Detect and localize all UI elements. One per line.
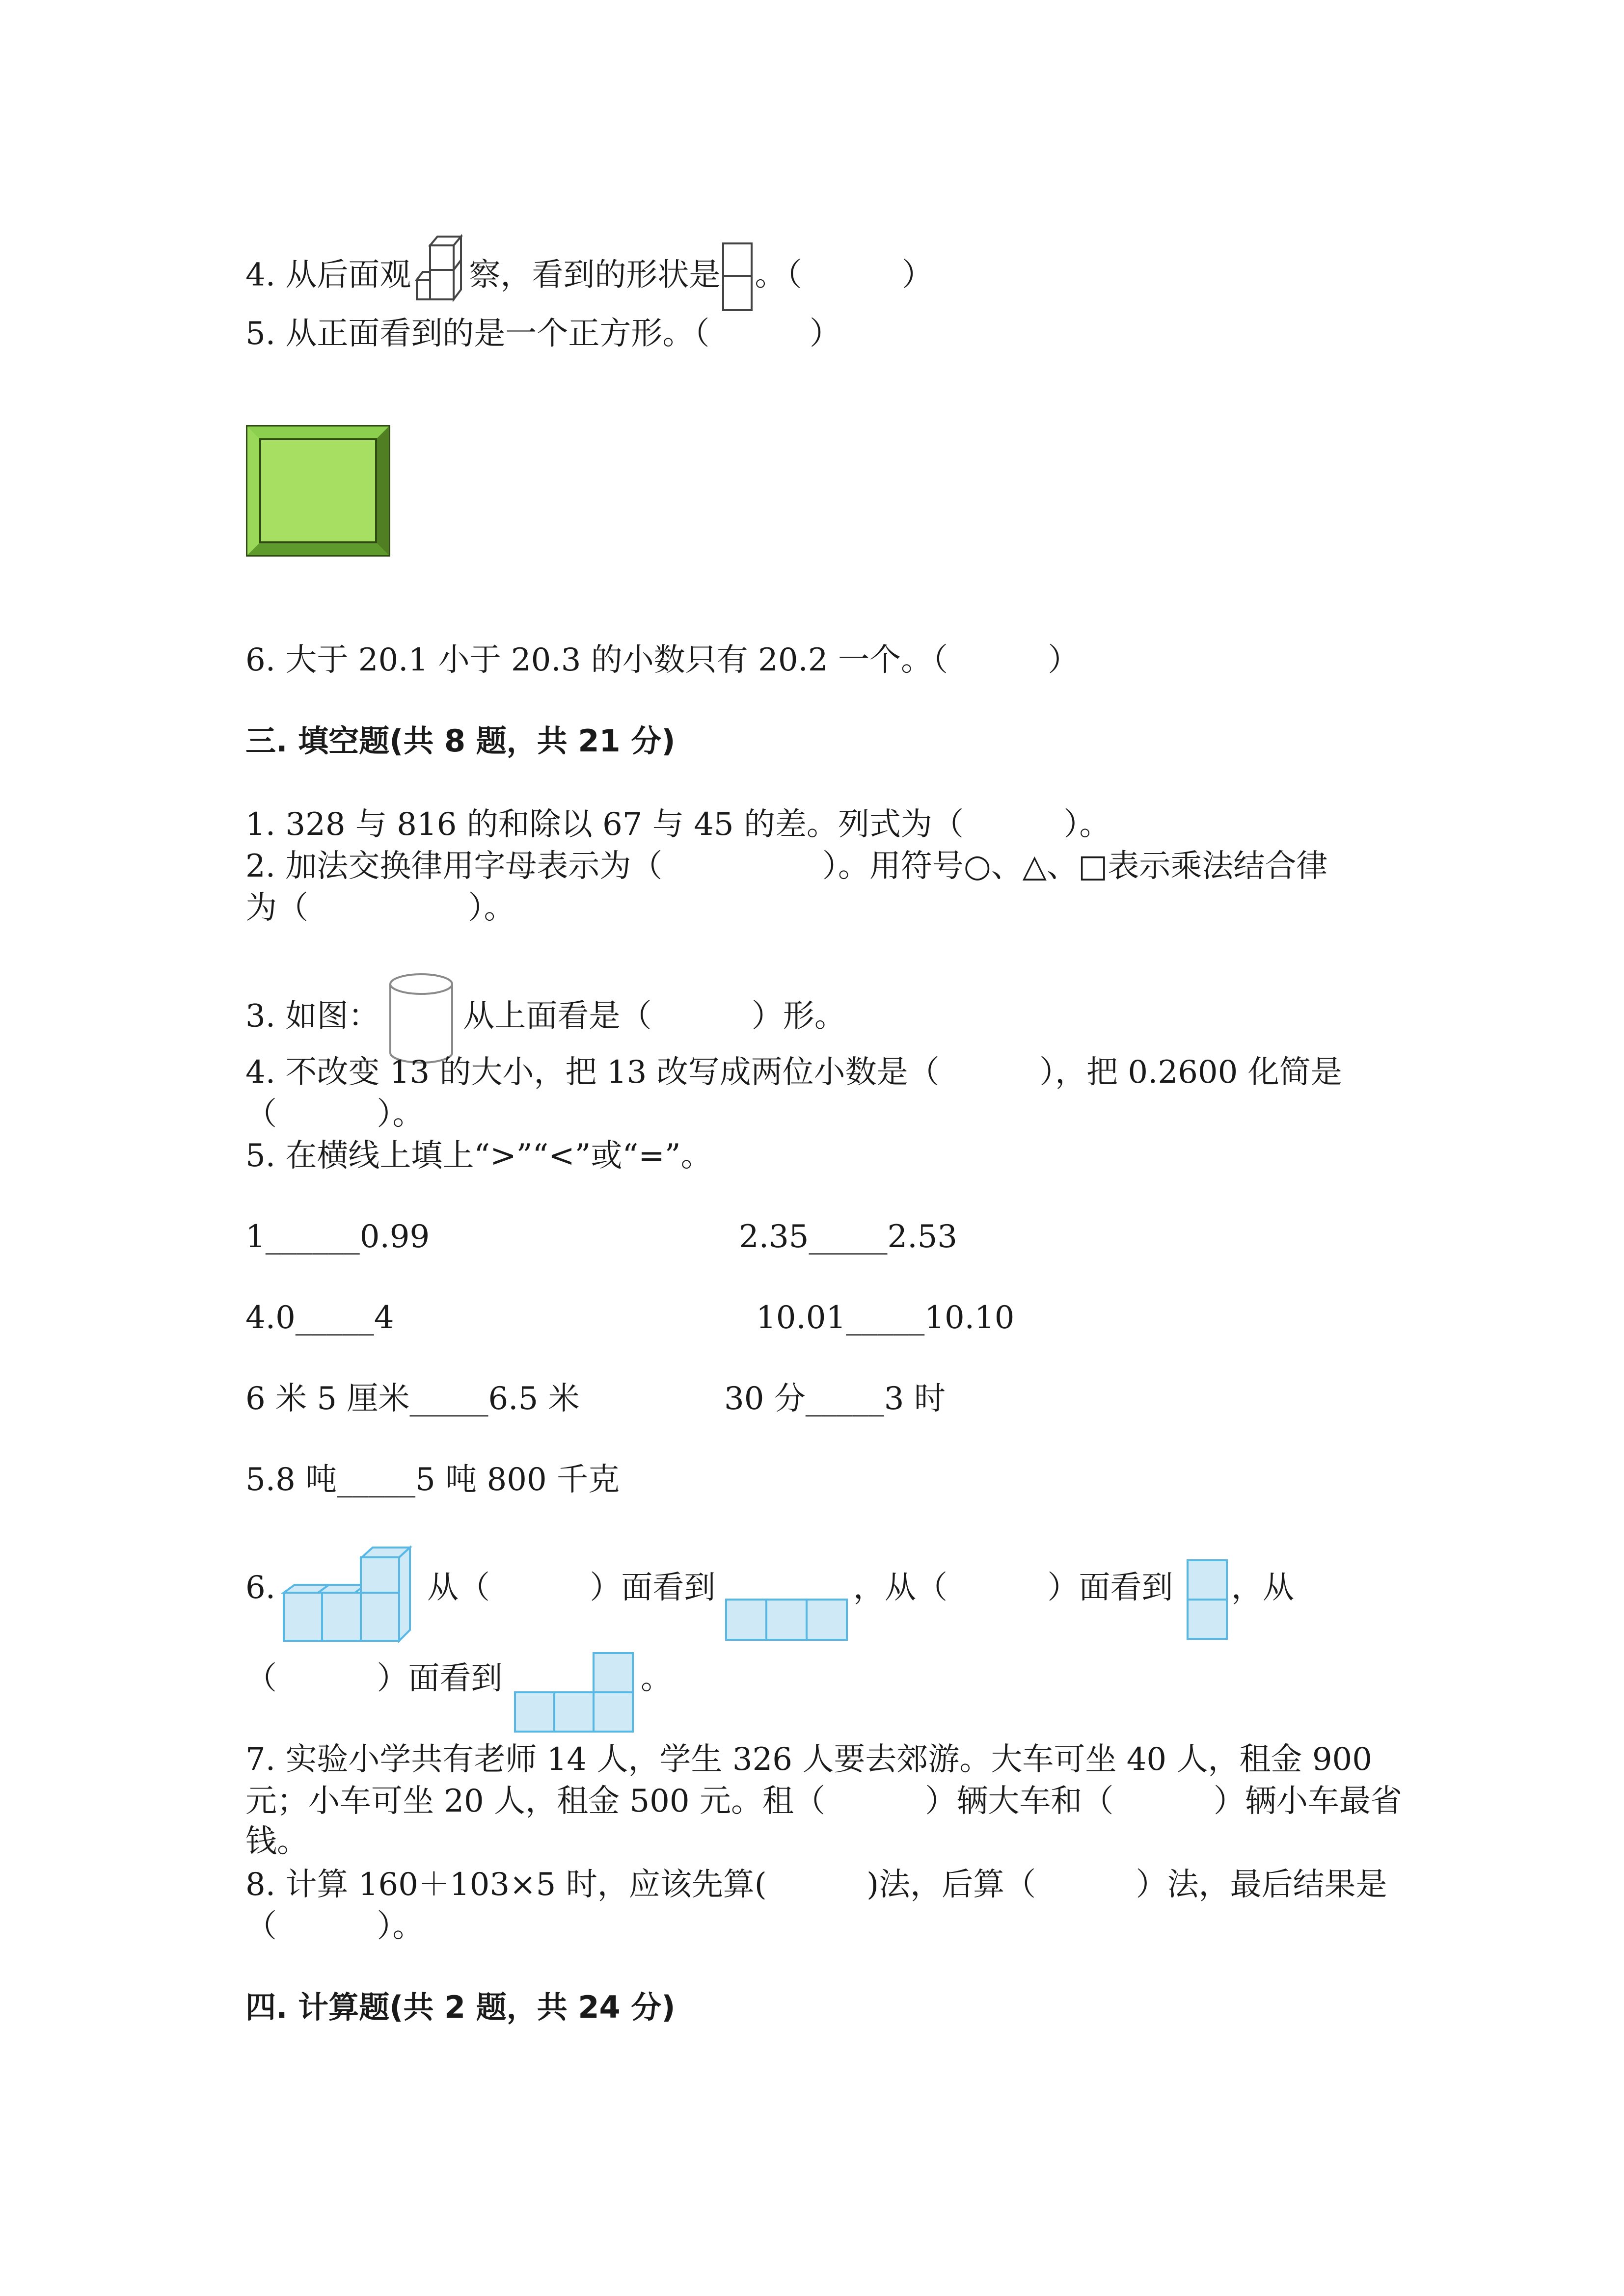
compare-item: 10.01_____10.10 xyxy=(756,1300,1015,1336)
tf-q5: 5. 从正面看到的是一个正方形。（ ） xyxy=(245,316,841,352)
compare-item: 6 米 5 厘米_____6.5 米 xyxy=(245,1381,580,1417)
fill-q1: 1. 328 与 816 的和除以 67 与 45 的差。列式为（ ）。 xyxy=(245,806,1111,843)
fill-q8b: （ ）。 xyxy=(245,1908,424,1945)
fill-q8a: 8. 计算 160＋103×5 时，应该先算( )法，后算（ ）法，最后结果是 xyxy=(245,1867,1387,1903)
fill-q5: 5. 在横线上填上“>”“<”或“=”。 xyxy=(245,1138,712,1174)
fill-q6-d: （ ）面看到 xyxy=(245,1660,503,1697)
front-view-figure xyxy=(724,1598,852,1642)
blue-cube-solid-figure xyxy=(280,1544,422,1647)
fill-q6-num: 6. xyxy=(245,1570,276,1606)
fill-q7b: 元；小车可坐 20 人，租金 500 元。租（ ）辆大车和（ ）辆小车最省 xyxy=(245,1783,1402,1819)
side-view-figure xyxy=(1186,1558,1230,1642)
fill-q6-c: ，从 xyxy=(1231,1570,1294,1606)
cube-stack-icon xyxy=(413,231,467,324)
fill-q6-a: 从（ ）面看到 xyxy=(427,1570,716,1606)
compare-item: 5.8 吨_____5 吨 800 千克 xyxy=(245,1462,620,1498)
fill-q7c: 钱。 xyxy=(245,1823,308,1860)
compare-item: 1______0.99 xyxy=(245,1219,430,1255)
two-square-shape-icon xyxy=(720,240,755,314)
compare-item: 30 分_____3 时 xyxy=(724,1381,946,1417)
green-square-figure xyxy=(245,425,393,557)
fill-q6-b: ，从（ ）面看到 xyxy=(853,1570,1173,1606)
fill-q6-e: 。 xyxy=(641,1660,672,1697)
fill-q7a: 7. 实验小学共有老师 14 人，学生 326 人要去郊游。大车可坐 40 人，租金 900 xyxy=(245,1741,1372,1778)
fill-q4a: 4. 不改变 13 的大小，把 13 改写成两位小数是（ ），把 0.2600 化简是 xyxy=(245,1054,1342,1091)
fill-q3: 3. 如图： 从上面看是（ ）形。 xyxy=(245,969,846,1068)
compare-item: 2.35_____2.53 xyxy=(739,1219,957,1255)
fill-q2a: 2. 加法交换律用字母表示为（ ）。用符号○、△、□表示乘法结合律 xyxy=(245,848,1328,884)
compare-item: 4.0_____4 xyxy=(245,1300,394,1336)
fill-q4b: （ ）。 xyxy=(245,1096,424,1132)
section-3-header: 三. 填空题(共 8 题，共 21 分) xyxy=(245,723,676,759)
top-view-figure xyxy=(513,1649,641,1735)
section-4-header: 四. 计算题(共 2 题，共 24 分) xyxy=(245,1989,676,2025)
fill-q2b: 为（ ）。 xyxy=(245,890,515,926)
tf-q6: 6. 大于 20.1 小于 20.3 的小数只有 20.2 一个。（ ） xyxy=(245,642,1080,678)
tf-q4: 4. 从后面观 察，看到的形状是 。（ ） xyxy=(245,231,933,324)
